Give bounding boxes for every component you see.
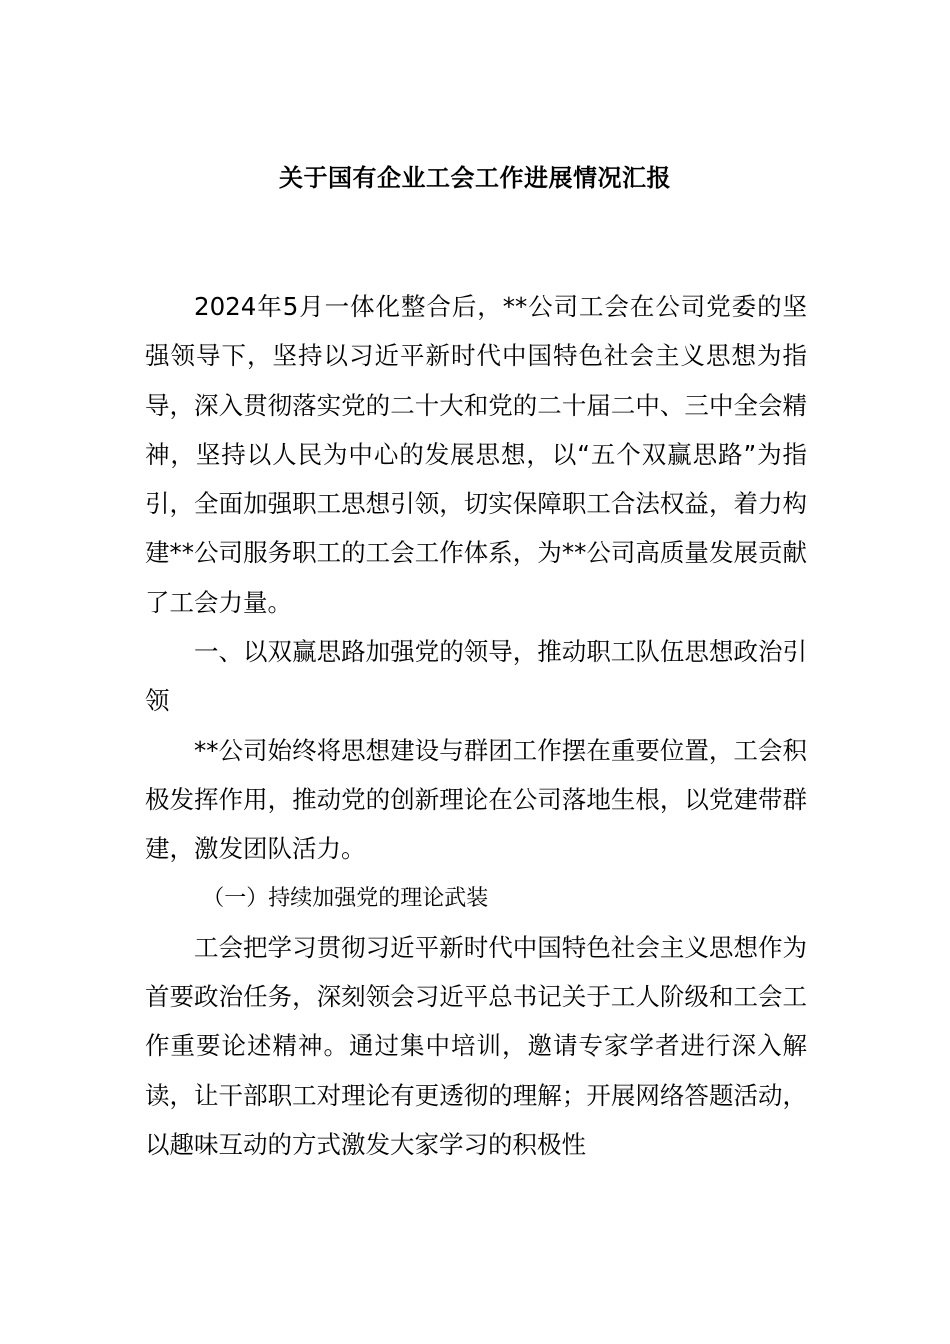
- section-heading-1: 一、以双赢思路加强党的领导，推动职工队伍思想政治引领: [145, 637, 807, 716]
- subsection-1-paragraph: 工会把学习贯彻习近平新时代中国特色社会主义思想作为首要政治任务，深刻领会习近平总书记关于工人阶级和工会工作重要论述精神。通过集中培训，邀请专家学者进行深入解读，让干部职工对理论有更透彻的理解；开展网络答题活动，以趣味互动的方式激发大家学习的积极性: [145, 932, 807, 1160]
- document-body: [145, 282, 807, 1169]
- intro-paragraph: 2024年5月一体化整合后，**公司工会在公司党委的坚强领导下，坚持以习近平新时代中国特色社会主义思想为指导，深入贯彻落实党的二十大和党的二十届二中、三中全会精神，坚持以人民为中心的发展思想，以“五个双赢思路”为指引，全面加强职工思想引领，切实保障职工合法权益，着力构建**公司服务职工的工会工作体系，为**公司高质量发展贡献了工会力量。: [145, 292, 807, 617]
- document-title: 关于国有企业工会工作进展情况汇报: [279, 164, 671, 192]
- section-1-paragraph: **公司始终将思想建设与群团工作摆在重要位置，工会积极发挥作用，推动党的创新理论在公司落地生根，以党建带群建，激发团队活力。: [145, 735, 807, 864]
- subsection-heading-1: （一）持续加强党的理论武装: [202, 885, 489, 911]
